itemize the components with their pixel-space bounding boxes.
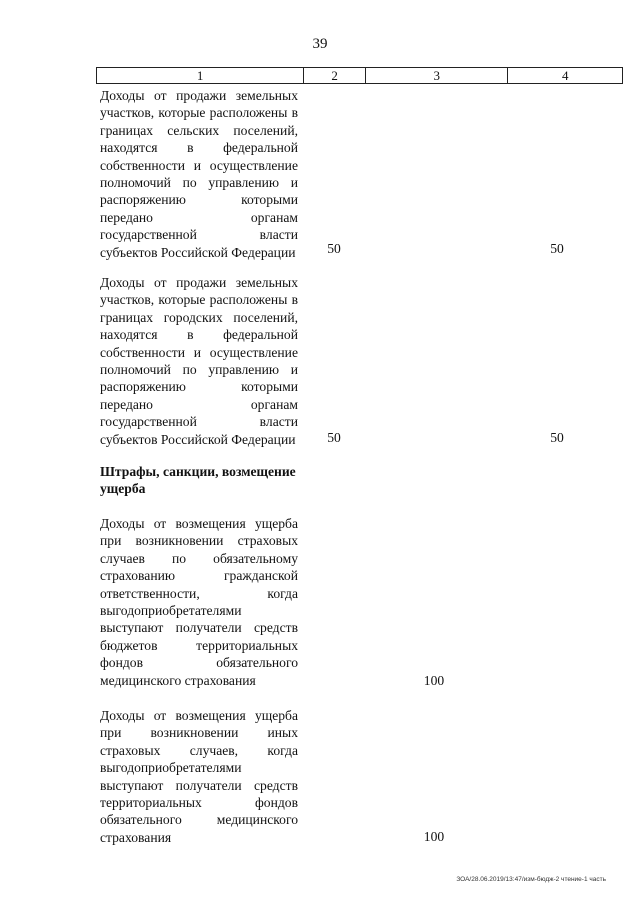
row-description: Доходы от возмещения ущерба при возникновении иных страховых случаев, когда выгодоприобретателями выступают получатели средств территориальных фондов обязательного медицинского страхования: [100, 708, 298, 845]
row-value-col3: 100: [423, 829, 445, 844]
row-value-col2: 50: [327, 241, 341, 256]
row-description: Доходы от возмещения ущерба при возникновении страховых случаев по обязательному страхованию гражданской ответственности, когда выгодоприобретателями выступают получатели средств бюджетов территориальных фондов обязательного медицинского страхования: [100, 516, 298, 688]
row-value-col4: 50: [550, 241, 564, 256]
row-value-col2: 50: [327, 430, 341, 445]
row-description: Доходы от продажи земельных участков, которые расположены в границах сельских поселений, находятся в федеральной собственности и осуществление полномочий по управлению и распоряжению которыми передано органам государственной власти субъектов Российской Федерации: [100, 88, 298, 260]
page-number: 39: [312, 36, 328, 52]
section-heading: Штрафы, санкции, возмещение ущерба: [100, 464, 296, 497]
row-value-col3: 100: [423, 673, 445, 688]
header-col-4: 4: [561, 67, 569, 83]
table-header: [96, 67, 623, 84]
row-value-col4: 50: [550, 430, 564, 445]
row-description: Доходы от продажи земельных участков, которые расположены в границах городских поселений, находятся в федеральной собственности и осуществление полномочий по управлению и распоряжению которыми передано органам государственной власти субъектов Российской Федерации: [100, 275, 298, 447]
footer-stamp: ЗОА/28.06.2019/13:47/изм-бюдж-2 чтение-1 часть: [456, 876, 606, 883]
header-col-2: 2: [304, 68, 366, 83]
header-col-3: 3: [366, 68, 508, 83]
header-col-1: 1: [97, 68, 304, 83]
